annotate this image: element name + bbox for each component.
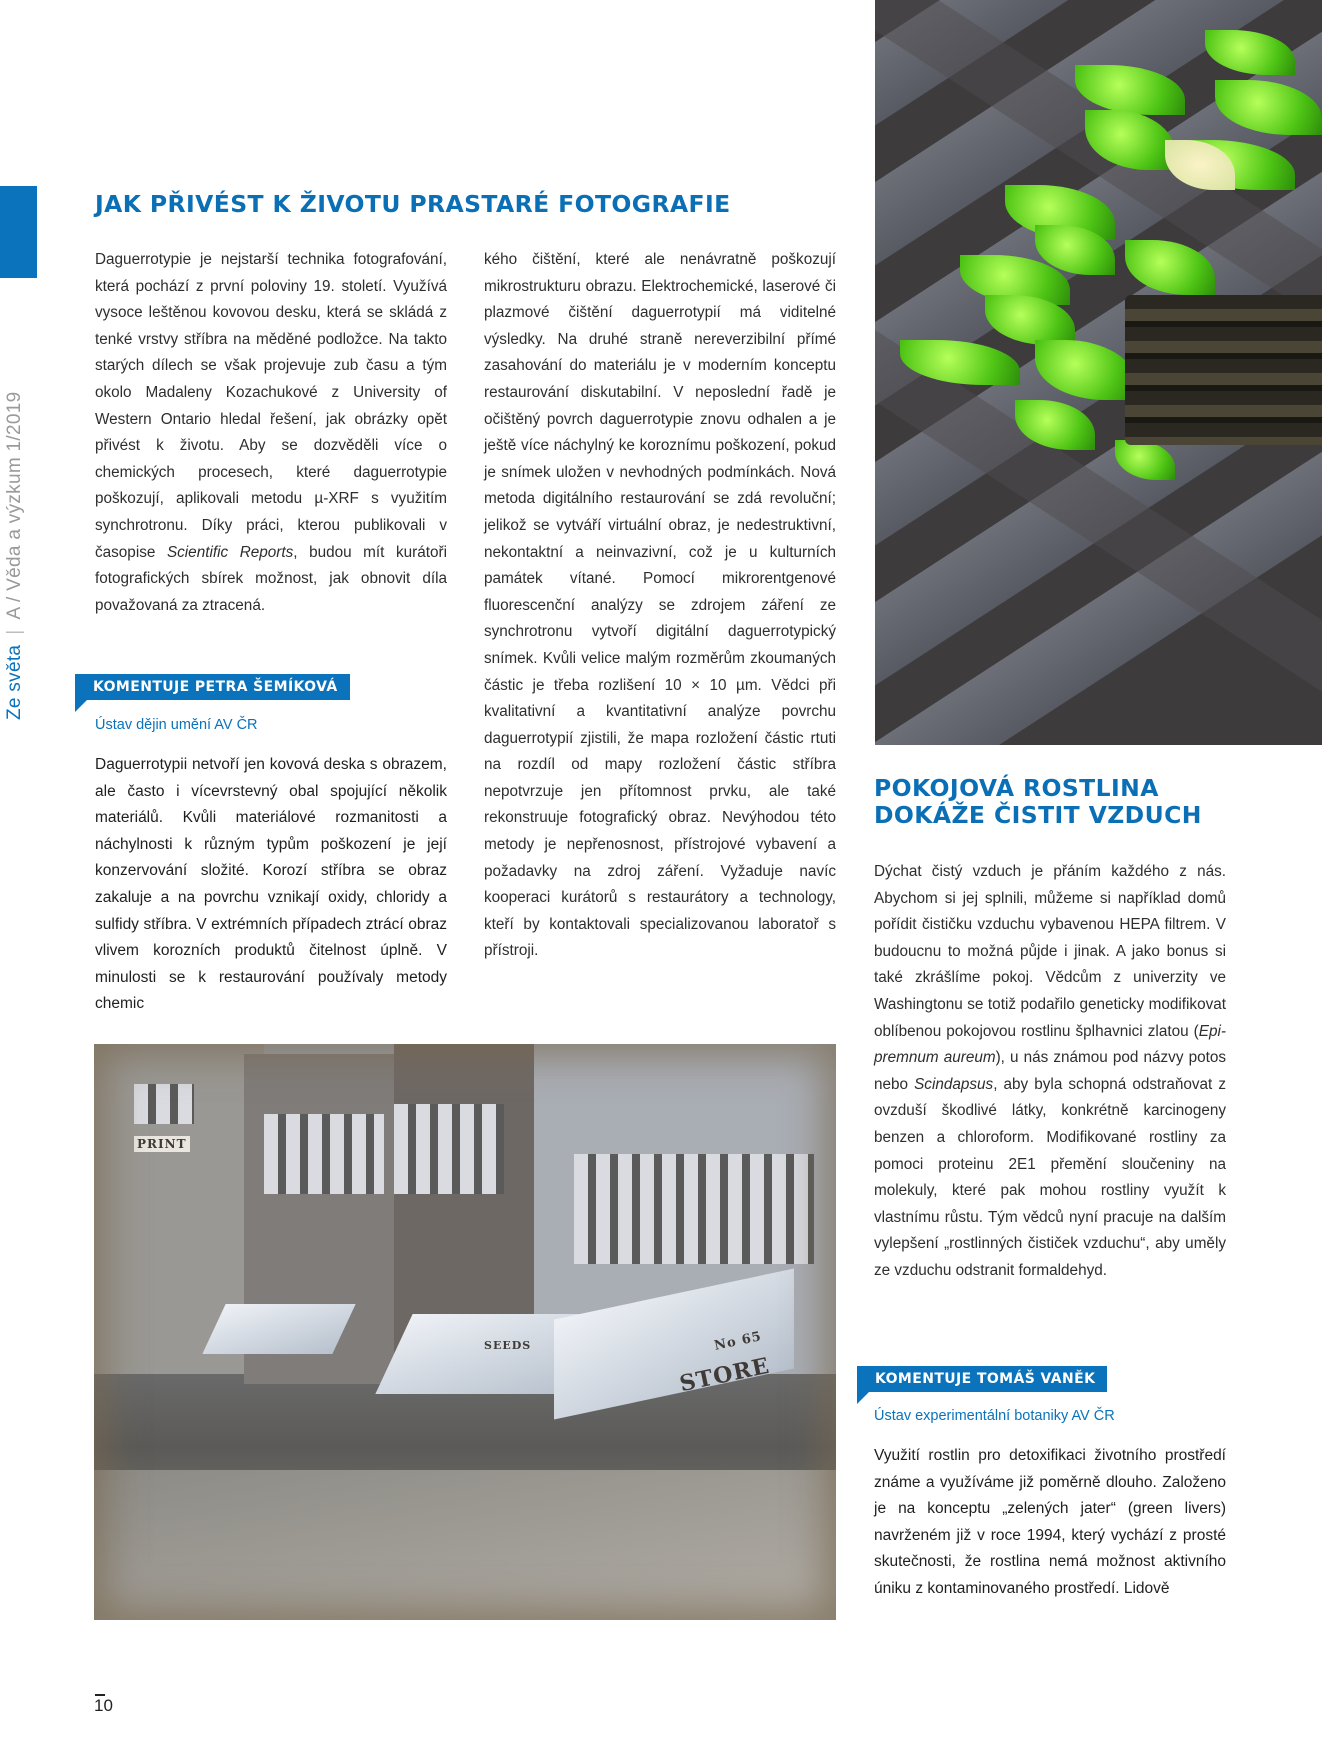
photo-sign-print: PRINT [134,1136,190,1152]
photo-sign-store: STORE [677,1352,773,1398]
publication-issue: A / Věda a výzkum 1/2019 [4,391,25,620]
running-head-separator: | [4,629,25,635]
comment-label-semikova: KOMENTUJE PETRA ŠEMÍKOVÁ [75,674,350,700]
article1-comment-col2 [484,247,836,965]
article2-body [874,859,1226,1285]
commenter-institute: Ústav experimentální botaniky AV ČR [874,1408,1115,1424]
article2-comment [874,1443,1226,1603]
section-name: Ze světa [4,644,25,720]
genus-name: Scindapsus [914,1075,994,1093]
photo-sign-seeds: SEEDS [484,1339,532,1352]
journal-name: Scientific Reports [166,543,294,561]
article2-title-line1: POKOJOVÁ ROSTLINA [874,774,1159,802]
plant-leaf [1205,30,1295,75]
species-name: Epipremnum aureum [874,1022,1226,1067]
plant-photo [875,0,1322,745]
commenter-institute: Ústav dějin umění AV ČR [95,717,258,733]
wooden-planter [1125,295,1322,445]
daguerreotype-street-photo [94,1044,836,1620]
intro-text-part: Daguerrotypie je nejstarší technika fotografování, která pochází z první poloviny 19. století. Využívá vysoce leštěnou kovovou desku, která se skládá z tenké vrstvy stříbra na měděné podložce. Na takto starých dílech se však projevuje zub času a tým okolo Madaleny Kozachukové z University of Western Ontario hledal řešení, jak obrázky opět přivést k životu. Aby se dozvěděli více o chemických procesech, které daguerrotypie poškozují, aplikovali metodu µ-XRF s využitím synchrotronu. Díky práci, kterou publikovali v časopise [95,251,447,561]
article1-intro-text [95,247,447,619]
article1-intro [95,247,447,619]
photo-vignette [94,1044,836,1620]
page-number: 10 [94,1696,113,1715]
body-text-part: ), u nás známou pod názvy potos nebo [874,1049,1226,1093]
article2-title-line2: DOKÁŽE ČISTIT VZDUCH [874,801,1202,829]
comment-text: kého čištění, které ale nenávratně poškozují mikrostrukturu obrazu. Elektrochemické, laserové či plazmové čištění daguerrotypií má viditelné výsledky. Na druhé straně nereverzibilní přímé zasahování do materiálu je v moderním konceptu restaurování diskutabilní. V neposlední řadě je očištěný povrch daguerrotypie znovu odhalen a je ještě více náchylný ke koroznímu poškození, pokud je snímek uložen v nevhodných podmínkách. Nová metoda digitálního restaurování se zdá revoluční; jelikož se vytváří virtuální obraz, je nedestruktivní, nekontaktní a neinvazivní, což je u kulturních památek vítané. Pomocí mikrorentgenové fluorescenční analýzy se zdrojem záření ze synchrotronu vytvoří digitální daguerrotypický snímek. Kvůli velice malým rozměrům zkoumaných částic je třeba rozlišení 10 × 10 µm. Vědci při kvalitativní a kvantitativní analýze povrchu daguerrotypií zjistili, že mapa rozložení částic rtuti na rozdíl od mapy rozložení částic stříbra nepotvrzuje jen přítomnost prvku, ale také rekonstruuje fotografický obraz. Nevýhodou této metody je nepřenosnost, přístrojové vybavení a požadavky na zdroj záření. Vyžaduje navíc kooperaci kurátorů s restaurátory a technology, kteří by kontaktovali specializovanou laboratoř s přístroji. [484,251,836,960]
running-head [4,340,26,720]
article2-title [874,775,1202,829]
comment-text: Daguerrotypii netvoří jen kovová deska s obrazem, ale často i vícevrstevný obal spojující několik materiálů. Kvůli materiálové rozmanitosti a náchylnosti k různým typům poškození je její konzervování složité. Korozí stříbra se obraz zakaluje a na povrchu vznikají oxidy, chloridy a sulfidy stříbra. V extrémních případech ztrácí obraz vlivem korozních produktů čitelnost úplně. V minulosti se k restaurování používaly metody chemic [95,756,447,1013]
comment-label-vanek: KOMENTUJE TOMÁŠ VANĚK [857,1366,1107,1392]
plant-leaf [1125,240,1215,295]
photo-sign-number: No 65 [712,1329,764,1354]
body-text-part: Dýchat čistý vzduch je přáním každého z nás. Abychom si jej splnili, můžeme si například domů pořídit čističku vzduchu vybavenou HEPA filtrem. V budoucnu to možná půjde i jinak. A jako bonus si také zkrášlíme pokoj. Vědcům z univerzity ve Washingtonu se totiž podařilo geneticky modifikovat oblíbenou pokojovou rostlinu šplhavnici zlatou ( [874,863,1226,1040]
article1-title: JAK PŘIVÉST K ŽIVOTU PRASTARÉ FOTOGRAFIE [95,190,731,218]
intro-text-part: , budou mít kurátoři fotografických sbírek možnost, jak obnovit díla považovaná za ztracená. [95,543,447,614]
article1-comment-col1 [95,752,447,1018]
article2-body-text [874,859,1226,1285]
section-color-bar [0,186,37,278]
comment-text: Využití rostlin pro detoxifikaci životního prostředí známe a využíváme již poměrně dlouho. Založeno je na konceptu „zelených jater“ (green livers) navrženém již v roce 1994, který vychází z prosté skutečnosti, že rostlina nemá možnost aktivního úniku z kontaminovaného prostředí. Lidově [874,1447,1226,1597]
body-text-part: , aby byla schopná odstraňovat z ovzduší škodlivé látky, konkrétně karcinogeny benzen a chloroform. Modifikované rostliny za pomoci proteinu 2E1 přemění sloučeniny na molekuly, které pak mohou rostliny využít k vlastnímu růstu. Tým vědců nyní pracuje na dalším vylepšení „rostlinných čističek vzduchu“, aby uměly ze vzduchu odstranit formaldehyd. [874,1075,1226,1279]
